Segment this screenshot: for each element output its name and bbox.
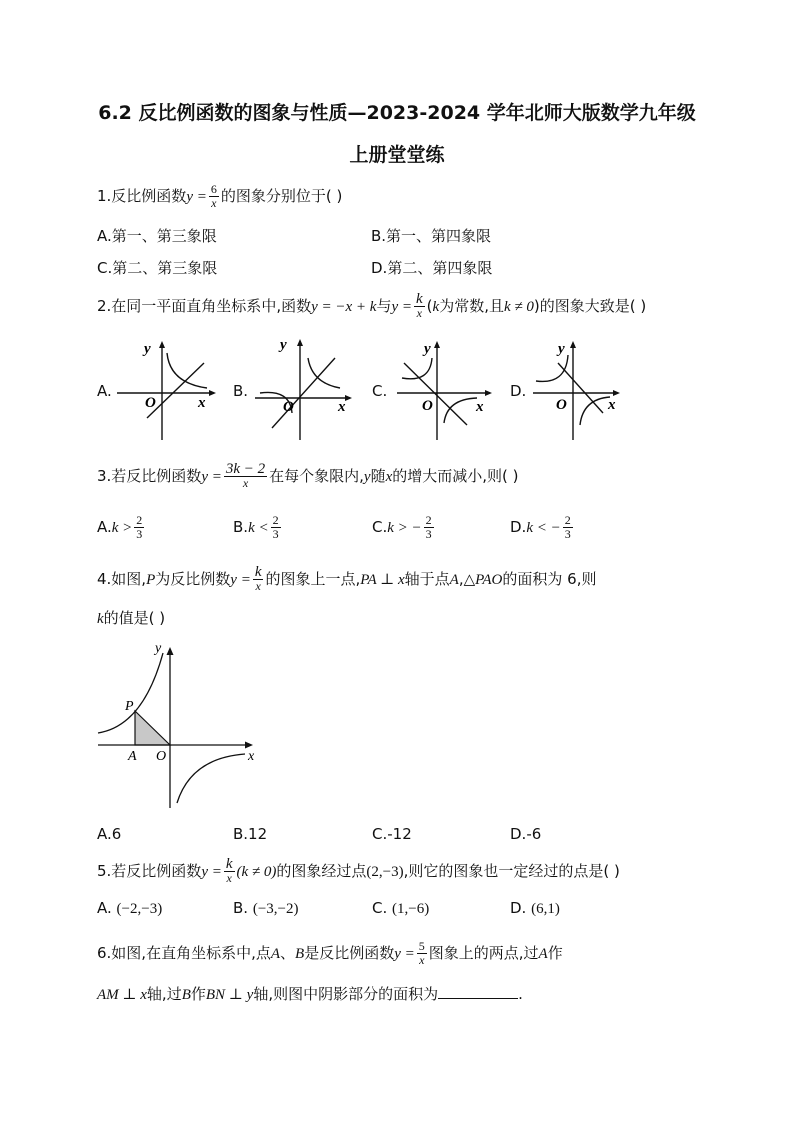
q5-option-d [510, 898, 560, 919]
q6-text-2: 图象上的两点,过 [428, 944, 539, 962]
q1-option-d: D.第二、第四象限 [371, 259, 493, 277]
q1-prefix: 1.反比例函数 [97, 187, 187, 205]
q4-figure [95, 638, 265, 813]
q2-func-linear: y = −x + k [311, 299, 377, 315]
x-arrow-icon [245, 742, 253, 749]
q1-frac-den: x [211, 196, 217, 210]
q4-fraction [253, 566, 264, 593]
q5-option-b-point: (−3,−2) [252, 901, 299, 917]
q6-answer-blank[interactable] [438, 984, 518, 999]
q2-and: 与 [376, 297, 392, 315]
q3-option-a [97, 514, 146, 541]
frac-num: 2 [136, 513, 143, 527]
q3-option-b [233, 514, 283, 541]
q4-func: y = [230, 572, 251, 588]
y-label: y [280, 337, 287, 353]
frac-num: 2 [272, 513, 279, 527]
q4-text-2: 的图象上一点, [265, 570, 361, 588]
fig-y-label: y [155, 641, 162, 656]
q5-option-b-label: B. [233, 899, 249, 917]
q2-graph-a [112, 333, 222, 443]
q3-option-b-label: B. [233, 518, 249, 536]
q3-option-a-expr: k > [111, 520, 133, 536]
q6-text-3: 作 [547, 944, 563, 962]
q1-fraction [209, 183, 219, 210]
q2-fraction [414, 293, 425, 320]
question-3 [97, 463, 519, 490]
q3-var-x: x [385, 469, 393, 485]
y-arrow-icon [167, 647, 174, 655]
q2-prefix: 2.在同一平面直角坐标系中,函数 [97, 297, 312, 315]
q2-text: 为常数,且 [439, 297, 504, 315]
q6-text-1: 是反比例函数 [304, 944, 395, 962]
frac-num: 2 [564, 513, 571, 527]
q2-frac-num: k [415, 291, 423, 307]
origin-label: O [556, 397, 567, 413]
q3-option-d-expr: k < − [526, 520, 561, 536]
q4-text-3: 轴于点 [404, 570, 450, 588]
q3-func: y = [201, 469, 222, 485]
x-label: x [338, 399, 346, 415]
x-arrow-icon [485, 390, 492, 396]
q2-condition: k ≠ 0 [503, 299, 534, 315]
y-arrow-icon [159, 341, 165, 348]
q5-condition: (k ≠ 0) [236, 864, 277, 880]
fig-a-label: A [128, 749, 137, 764]
q6-bn-perp: BN ⊥ y [205, 987, 254, 1003]
q3-option-c-expr: k > − [387, 520, 422, 536]
q4-option-b: B.12 [233, 825, 268, 843]
x-arrow-icon [345, 395, 352, 401]
q6-text-5: 作 [190, 985, 206, 1003]
q2-graph-b [250, 333, 360, 443]
frac-num: 2 [425, 513, 432, 527]
q4-text-1: 为反比例数 [155, 570, 231, 588]
frac-den: 3 [564, 527, 571, 541]
q6-var-b2: B [181, 987, 191, 1003]
q2-label-a: A. [97, 382, 112, 400]
q1-frac-num: 6 [210, 182, 217, 196]
q6-sep: 、 [280, 944, 296, 962]
q4-prefix: 4.如图, [97, 570, 147, 588]
q2-frac-den: x [416, 306, 422, 320]
y-label: y [558, 341, 565, 357]
q2-graph-c [392, 333, 502, 443]
x-arrow-icon [613, 390, 620, 396]
frac-den: 3 [136, 527, 143, 541]
y-label: y [144, 341, 151, 357]
hyperbola-branch-fourth-quadrant [177, 754, 245, 803]
q5-text: 的图象经过点 [276, 862, 367, 880]
q3-option-d-label: D. [510, 518, 527, 536]
q5-option-d-point: (6,1) [531, 901, 560, 917]
hyperbola-branch-second-quadrant [98, 653, 163, 733]
question-2 [97, 293, 646, 320]
q5-option-a [97, 898, 162, 919]
q3-frac-num: 3k − 2 [225, 461, 266, 477]
frac-den: 3 [425, 527, 432, 541]
q5-frac-num: k [225, 856, 233, 872]
q4-var-a: A [449, 572, 459, 588]
x-label: x [608, 397, 616, 413]
question-4 [97, 566, 596, 593]
q5-prefix: 5.若反比例函数 [97, 862, 202, 880]
q1-option-a: A.第一、第三象限 [97, 227, 217, 245]
q6-func: y = [394, 946, 415, 962]
q3-option-c-frac [424, 514, 434, 541]
q5-option-b [233, 898, 299, 919]
q2-graph-d [528, 333, 638, 443]
y-arrow-icon [570, 341, 576, 348]
origin-label: O [283, 399, 294, 415]
q4-var-p: P [146, 572, 156, 588]
q6-am-perp: AM ⊥ x [97, 987, 147, 1003]
question-1 [97, 183, 342, 210]
q5-func: y = [201, 864, 222, 880]
q2-k: k [432, 299, 440, 315]
q1-func: y = [186, 189, 207, 205]
q5-suffix: ,则它的图象也一定经过的点是( ) [403, 862, 620, 880]
q6-prefix: 6.如图,在直角坐标系中,点 [97, 944, 271, 962]
shaded-triangle-pao [135, 711, 170, 745]
q4-perp: PA ⊥ x [360, 572, 405, 588]
question-5 [97, 858, 620, 885]
q5-option-c-point: (1,−6) [392, 901, 430, 917]
q3-frac-den: x [242, 476, 249, 490]
q6-fraction [417, 940, 427, 967]
q4-option-c: C.-12 [372, 825, 412, 843]
q3-option-d-frac [563, 514, 573, 541]
q2-paren: ( [426, 297, 433, 315]
y-arrow-icon [434, 341, 440, 348]
question-6-line2 [97, 984, 523, 1005]
q6-var-a2: A [538, 946, 548, 962]
q1-suffix: 的图象分别位于( ) [220, 187, 343, 205]
q5-frac-den: x [226, 871, 232, 885]
y-label: y [424, 341, 431, 357]
q4-text-5: 的面积为 6,则 [502, 570, 597, 588]
q3-option-b-frac [271, 514, 281, 541]
q4-triangle: △PAO [463, 572, 503, 588]
q5-option-c [372, 898, 429, 919]
q1-option-b: B.第一、第四象限 [371, 227, 492, 245]
line-graph [404, 363, 467, 425]
q3-var-y: y [363, 469, 371, 485]
page-title-line1: 6.2 反比例函数的图象与性质—2023-2024 学年北师大版数学九年级 [98, 102, 696, 124]
origin-label: O [422, 398, 433, 414]
q3-option-d [510, 514, 575, 541]
hyperbola-branch [580, 397, 610, 425]
q4-comma: , [458, 570, 464, 588]
fig-o-label: O [156, 749, 167, 764]
q2-label-d: D. [510, 382, 527, 400]
q3-fraction [224, 463, 267, 490]
fig-p-label: P [125, 699, 134, 714]
q5-option-d-label: D. [510, 899, 527, 917]
x-label: x [198, 395, 206, 411]
q6-var-b: B [295, 946, 305, 962]
q3-suffix: 的增大而减小,则( ) [392, 467, 519, 485]
q5-point: (2,−3) [366, 864, 404, 880]
x-arrow-icon [209, 390, 216, 396]
q6-frac-den: x [419, 953, 425, 967]
q3-option-c [372, 514, 436, 541]
origin-label: O [145, 395, 156, 411]
q3-option-b-expr: k < [248, 520, 269, 536]
q1-option-c: C.第二、第三象限 [97, 259, 218, 277]
hyperbola-branch [167, 353, 207, 388]
q3-prefix: 3.若反比例函数 [97, 467, 202, 485]
q5-option-a-point: (−2,−3) [116, 901, 163, 917]
frac-den: 3 [272, 527, 279, 541]
q4-frac-den: x [255, 579, 261, 593]
q2-func-inverse: y = [391, 299, 412, 315]
q4-var-k: k [97, 611, 104, 627]
page-title-line2: 上册堂堂练 [349, 144, 445, 166]
q2-suffix: )的图象大致是( ) [533, 297, 647, 315]
q3-option-a-frac [134, 514, 144, 541]
fig-x-label: x [248, 749, 255, 764]
q4-option-d: D.-6 [510, 825, 542, 843]
q6-text-6: 轴,则图中阴影部分的面积为 [253, 985, 439, 1003]
q5-option-c-label: C. [372, 899, 388, 917]
q6-period: . [518, 985, 523, 1003]
q6-var-a: A [270, 946, 281, 962]
y-arrow-icon [297, 339, 303, 346]
q3-option-a-label: A. [97, 518, 112, 536]
q3-option-c-label: C. [372, 518, 388, 536]
q6-frac-num: 5 [418, 939, 425, 953]
q5-fraction [224, 858, 235, 885]
x-label: x [476, 399, 484, 415]
question-6 [97, 940, 563, 967]
question-4-line2 [97, 608, 165, 629]
q3-text-a: 在每个象限内, [269, 467, 364, 485]
q2-label-b: B. [233, 382, 249, 400]
q5-option-a-label: A. [97, 899, 112, 917]
q6-text-4: 轴,过 [146, 985, 182, 1003]
line-graph [272, 358, 335, 428]
q4-frac-num: k [254, 564, 262, 580]
q4-option-a: A.6 [97, 825, 122, 843]
q4-suffix: 的值是( ) [103, 609, 166, 627]
q2-label-c: C. [372, 382, 388, 400]
q3-text-b: 随 [370, 467, 386, 485]
